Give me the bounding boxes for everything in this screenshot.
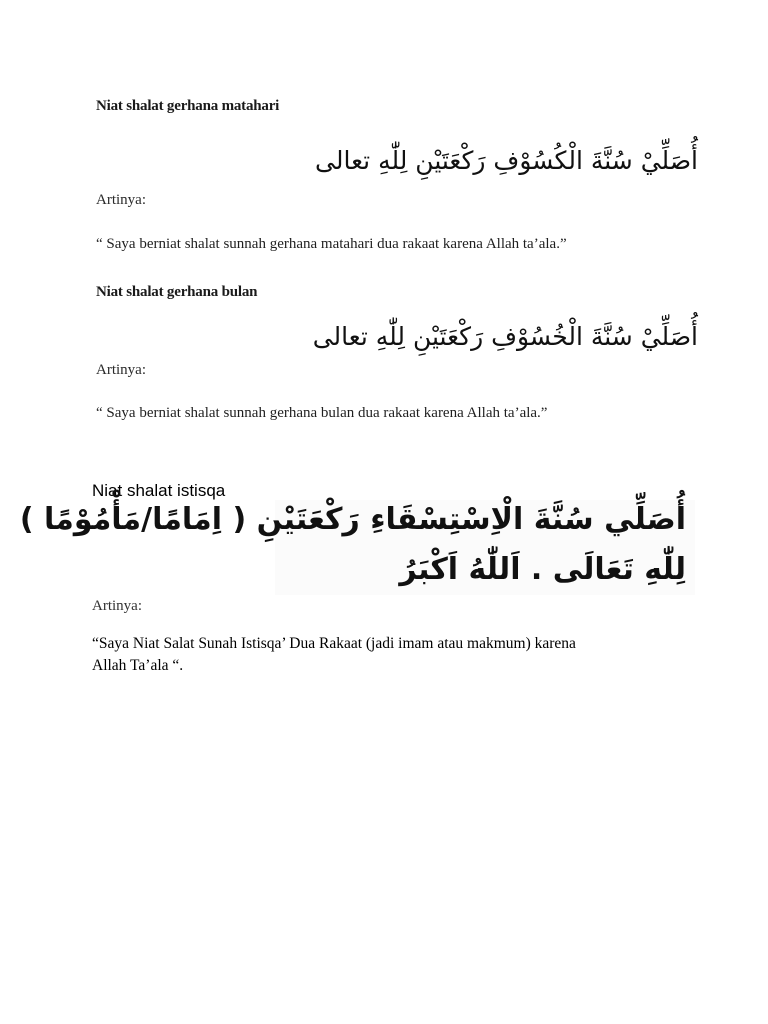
arabic-niat-istisqa-line1: أُصَلِّي سُنَّةَ الْاِسْتِسْقَاءِ رَكْعَتَيْنِ ( اِمَامًا/مَأْمُوْمًا ) [19,502,686,537]
section-title-istisqa: Niat shalat istisqa [92,481,226,500]
artinya-label-1: Artinya: [96,192,146,208]
arabic-niat-gerhana-bulan: أُصَلِّيْ سُنَّةَ الْخُسُوْفِ رَكْعَتَيْنِ لِلّٰهِ تعالى [312,322,698,351]
arabic-niat-istisqa-line2: لِلّٰهِ تَعَالَى . اَللّٰهُ اَكْبَرُ [399,552,686,587]
artinya-label-3: Artinya: [92,598,142,614]
translation-gerhana-bulan: “ Saya berniat shalat sunnah gerhana bulan dua rakaat karena Allah ta’ala.” [96,405,548,421]
section-title-gerhana-matahari: Niat shalat gerhana matahari [96,98,280,114]
arabic-niat-gerhana-matahari: أُصَلِّيْ سُنَّةَ الْكُسُوْفِ رَكْعَتَيْنِ لِلّٰهِ تعالى [315,146,698,175]
translation-istisqa-line1: “Saya Niat Salat Sunah Istisqa’ Dua Rakaat (jadi imam atau makmum) karena [92,635,576,652]
section-title-gerhana-bulan: Niat shalat gerhana bulan [96,284,258,300]
artinya-label-2: Artinya: [96,362,146,378]
translation-gerhana-matahari: “ Saya berniat shalat sunnah gerhana matahari dua rakaat karena Allah ta’ala.” [96,236,567,252]
translation-istisqa-line2: Allah Ta’ala “. [92,657,184,674]
